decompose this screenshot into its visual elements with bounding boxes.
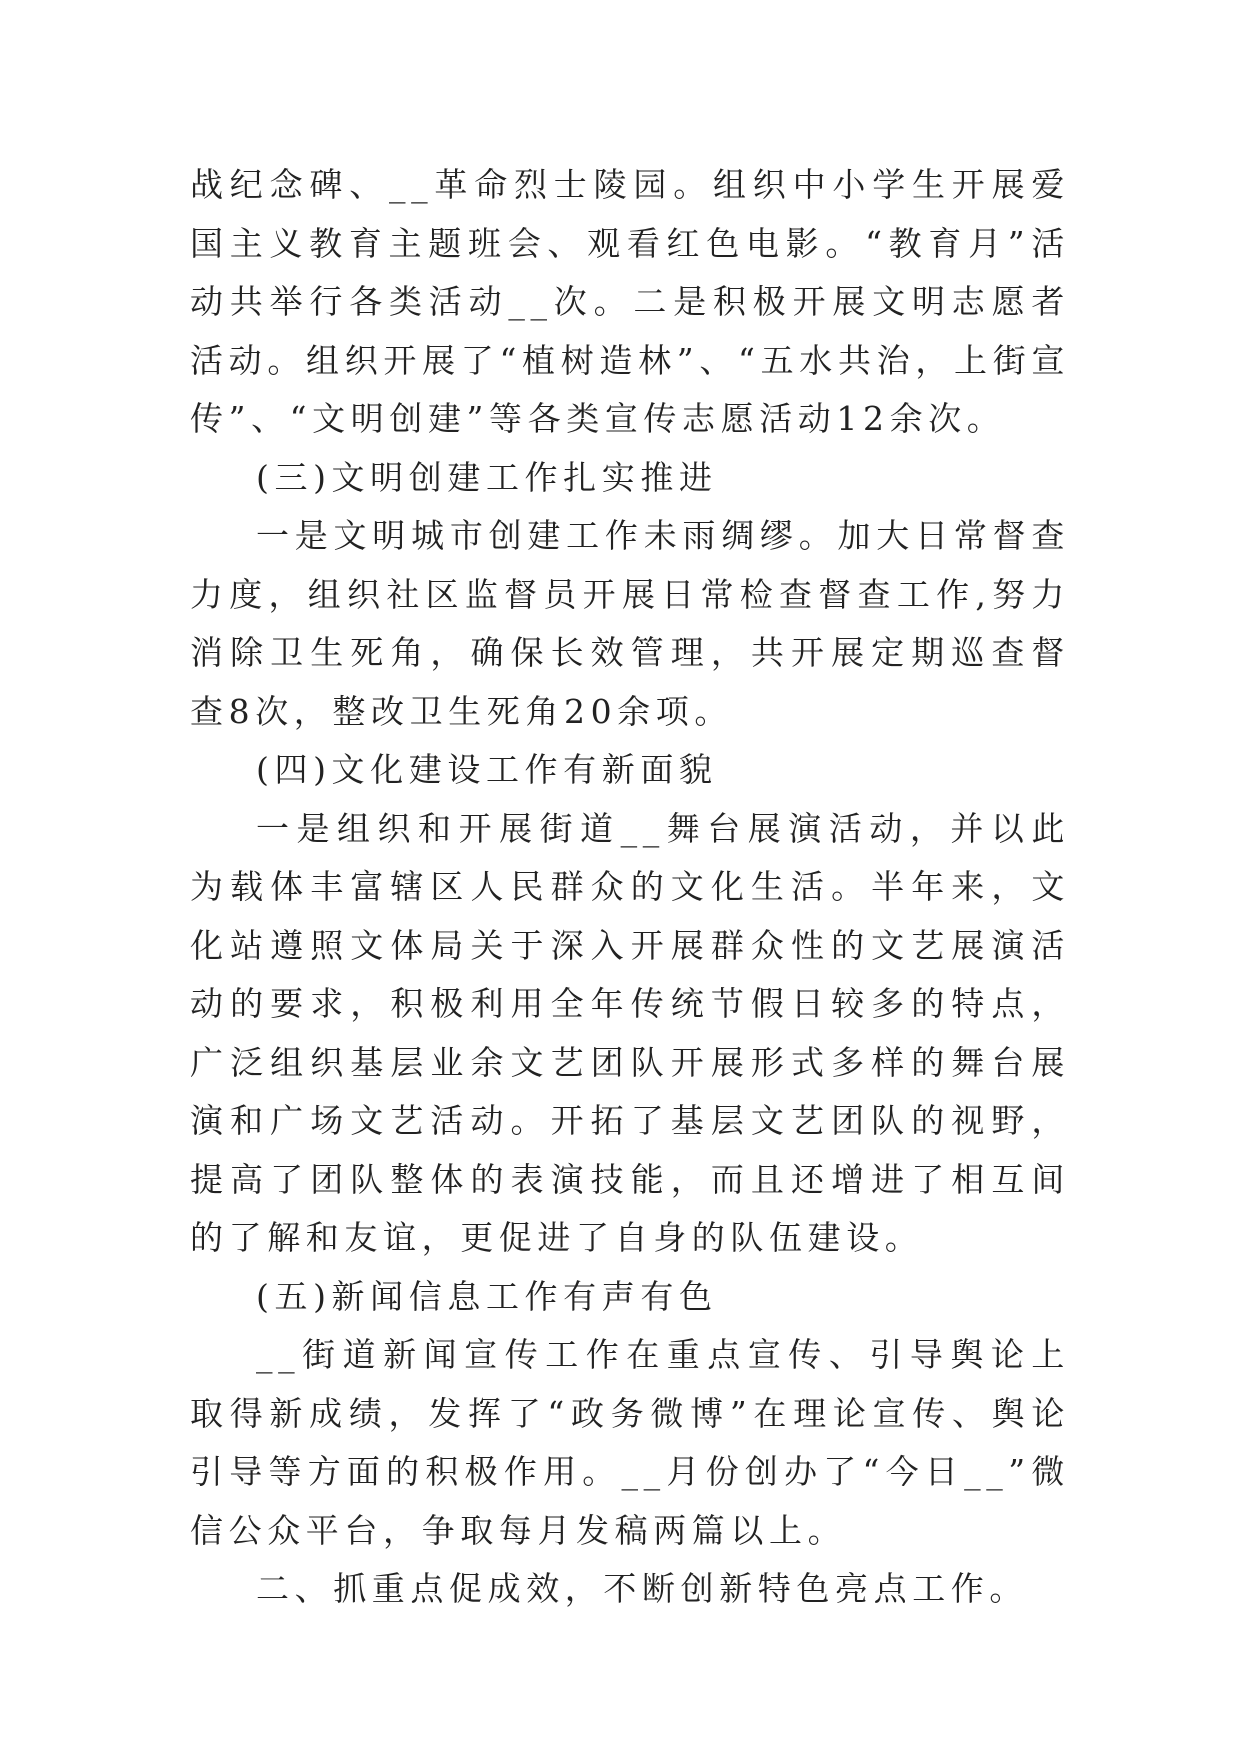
paragraph-news-publicity: __街道新闻宣传工作在重点宣传、引导舆论上取得新成绩，发挥了“政务微博”在理论宣传、舆论引导等方面的积极作用。__月份创办了“今日__”微信公众平台，争取每月发稿两篇以上。: [190, 1335, 1070, 1550]
paragraph-key-work: 二、抓重点促成效，不断创新特色亮点工作。: [256, 1569, 1028, 1608]
paragraph-culture-stage: 一是组织和开展街道__舞台展演活动，并以此为载体丰富辖区人民群众的文化生活。半年来，文化站遵照文体局关于深入开展群众性的文艺展演活动的要求，积极利用全年传统节假日较多的特点，广泛组织基层业余文艺团队开展形式多样的舞台展演和广场文艺活动。开拓了基层文艺团队的视野，提高了团队整体的表演技能，而且还增进了相互间的了解和友谊，更促进了自身的队伍建设。: [190, 808, 1070, 1257]
section-heading-civilization: (三)文明创建工作扎实推进: [256, 457, 718, 497]
section-heading-culture: (四)文化建设工作有新面貌: [256, 750, 718, 789]
document-body: [190, 156, 1070, 1619]
paragraph-patriotic-education: 战纪念碑、__革命烈士陵园。组织中小学生开展爱国主义教育主题班会、观看红色电影。“教育月”活动共举行各类活动__次。二是积极开展文明志愿者活动。组织开展了“植树造林”、“五水共治，上街宣传”、“文明创建”等各类宣传志愿活动12余次。: [190, 165, 1070, 438]
paragraph-civilization-city: 一是文明城市创建工作未雨绸缪。加大日常督查力度，组织社区监督员开展日常检查督查工作,努力消除卫生死角，确保长效管理，共开展定期巡查督查8次，整改卫生死角20余项。: [190, 516, 1070, 731]
section-heading-news: (五)新闻信息工作有声有色: [256, 1276, 718, 1316]
